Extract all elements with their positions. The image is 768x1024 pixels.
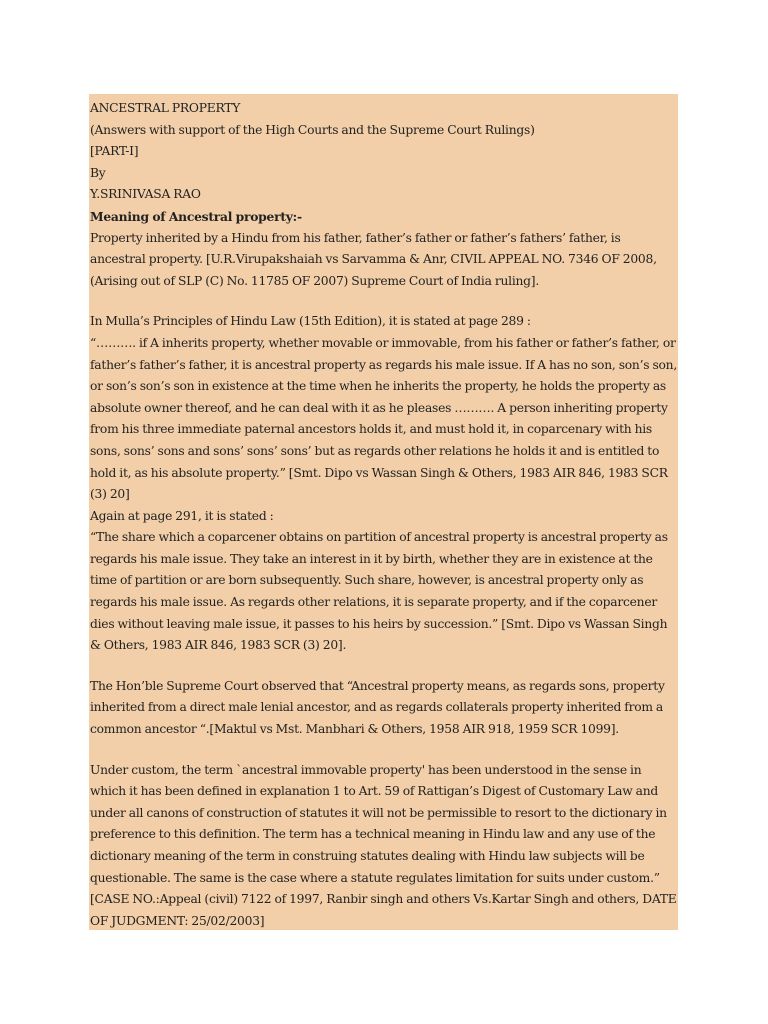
paragraph-custom: Under custom, the term `ancestral immovable property' has been understood in the sense in which it has been defined in explanation 1 to Art. 59 of Rattigan’s Digest of Customary Law and under all canons of construction of statutes it will not be permissible to resort to the dictionary in preference to this definition. The term has a technical meaning in Hindu law and any use of the dictionary meaning of the term in construing statutes dealing with Hindu law subjects will be questionable. The same is the case where a statute regulates limitation for suits under custom.” [CASE NO.:Appeal (civil) 7122 of 1997, Ranbir singh and others Vs.Kartar Singh and others, DATE OF JUDGMENT: 25/02/2003] — [90, 762, 677, 928]
document-title: ANCESTRAL PROPERTY — [90, 101, 241, 115]
paragraph-definition: Property inherited by a Hindu from his father, father’s father or father’s fathers’ father, is ancestral property. [U.R.Virupakshaiah vs Sarvamma & Anr, CIVIL APPEAL NO. 7346 OF 2008, (Arising out of SLP (C) No. 11785 OF 2007) Supreme Court of India ruling]. — [90, 230, 657, 288]
paragraph-supreme-court: The Hon’ble Supreme Court observed that “Ancestral property means, as regards sons, property inherited from a direct male lenial ancestor, and as regards collaterals property inherited from a common ancestor “.[Maktul vs Mst. Manbhari & Others, 1958 AIR 918, 1959 SCR 1099]. — [90, 678, 665, 737]
paragraph-gap — [90, 292, 677, 311]
paragraph-gap — [90, 741, 677, 760]
document-subtitle: (Answers with support of the High Courts and the Supreme Court Rulings) — [90, 122, 535, 137]
paragraph-page291-quote: “The share which a coparcener obtains on partition of ancestral property is ancestral property as regards his male issue. They take an interest in it by birth, whether they are in existence at the time of partition or are born subsequently. Such share, however, is ancestral property only as regards his male issue. As regards other relations, it is separate property, and if the coparcener dies without leaving male issue, it passes to his heirs by succession.” [Smt. Dipo vs Wassan Singh & Others, 1983 AIR 846, 1983 SCR (3) 20]. — [90, 530, 668, 653]
paragraph-mulla-intro: In Mulla’s Principles of Hindu Law (15th Edition), it is stated at page 289 : — [90, 314, 531, 329]
paragraph-page291-intro: Again at page 291, it is stated : — [90, 508, 274, 523]
part-label: [PART-I] — [90, 144, 139, 159]
document-page — [89, 94, 678, 930]
paragraph-mulla-quote: “………. if A inherits property, whether movable or immovable, from his father or father’s father, or father’s father’s father, it is ancestral property as regards his male issue. If A has no son, son’s son, or son’s son’s son in existence at the time when he inherits the property, he holds the property as absolute owner thereof, and he can deal with it as he pleases ………. A person inheriting property from his three immediate paternal ancestors holds it, and must hold it, in coparcenary with his sons, sons’ sons and sons’ sons’ sons’ but as regards other relations he holds it and is entitled to hold it, as his absolute property.” [Smt. Dipo vs Wassan Singh & Others, 1983 AIR 846, 1983 SCR (3) 20] — [90, 335, 677, 502]
by-label: By — [90, 165, 106, 180]
author-name: Y.SRINIVASA RAO — [90, 187, 201, 202]
paragraph-gap — [90, 657, 677, 676]
section-heading: Meaning of Ancestral property:- — [90, 208, 302, 224]
